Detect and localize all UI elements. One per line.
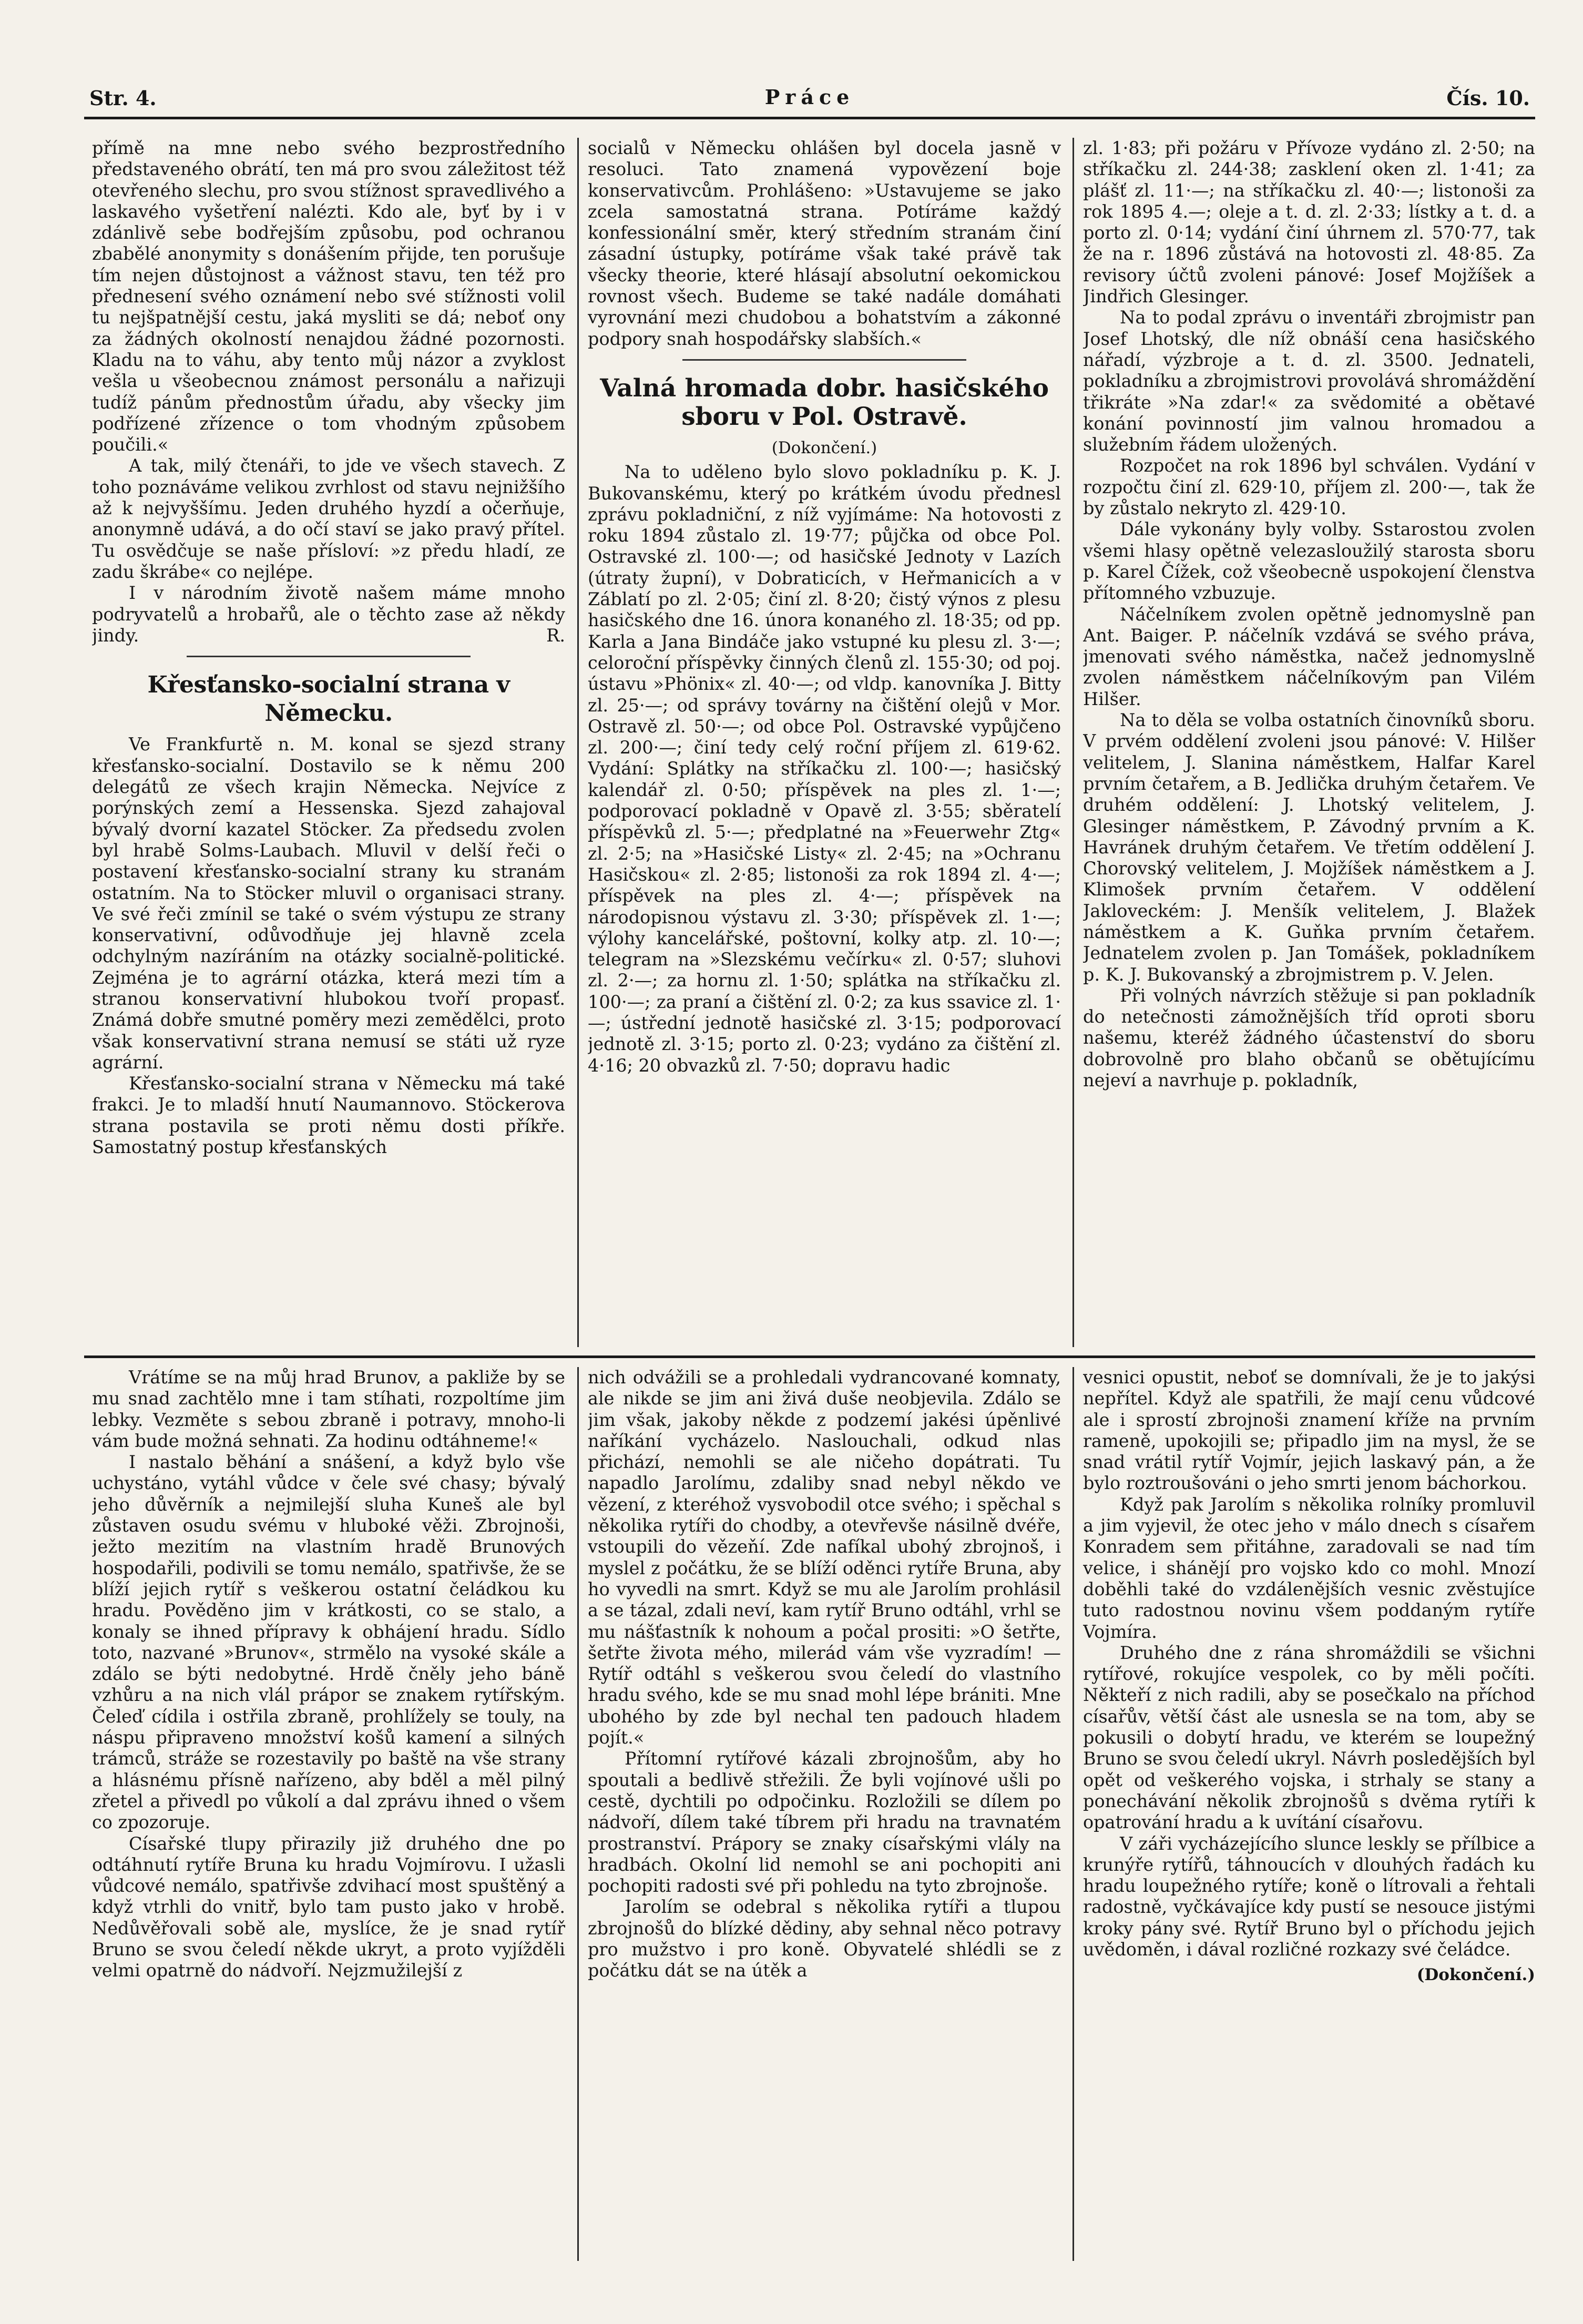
paragraph: Jarolím se odebral s několika rytíři a tlupou zbrojnošů do blízké dědiny, aby sehnal něco potravy pro mužstvo i pro koně. Obyvatelé shlédli se z počátku dát se na útěk a — [588, 1897, 1061, 1981]
paragraph: Dále vykonány byly volby. Sstarostou zvolen všemi hlasy opětně velezasloužilý starosta sboru p. Karel Čížek, což všeobecně uspokojení členstva přítomného vzbuzuje. — [1083, 519, 1535, 604]
column-2-top — [588, 138, 1061, 1347]
paragraph: Druhého dne z rána shromáždili se všichni rytířové, rokujíce vespolek, co by měli počíti. Někteří z nich radili, aby se posečkalo na příchod císařův, větší část ale usnesla se na tom, aby se pokusili o dobytí hradu, ve kterém se loupežný Bruno se svou čeledí ukryl. Návrh posledějších byl opět od veškerého vojska, i strhaly se stany a ponechávání několik zbrojnošů s dvěma rytíři k opatrování hradu a k uvítání císařovu. — [1083, 1642, 1535, 1833]
signature: R. — [546, 625, 565, 646]
paragraph: I nastalo běhání a snášení, a když bylo vše uchystáno, vytáhl vůdce v čele své chasy; bývalý jeho důvěrník a nejmilejší sluha Kuneš ale byl zůstaven osudu svému v hluboké věži. Zbrojnoši, ježto mezitím na vlastním hradě Brunových hospodařili, podivili se tomu nemálo, spatřivše, že se blíží jejich rytíř s veškerou ostatní čeládkou ku hradu. Pověděno jim v krátkosti, co se stalo, a konaly se ihned přípravy k obhájení hradu. Sídlo toto, nazvané »Brunov«, strmělo na vysoké skále a zdálo se býti nedobytné. Hrdě čněly jeho báně vzhůru a na nich vlál prápor se znakem rytířským. Čeleď cídila i ostřila zbraně, prohlížely se touly, na náspu připraveno množství košů kamení a silných trámců, stráže se rozestavily po baště na vše strany a hlásnému přísně nařízeno, aby bděl a měl pilný zřetel a přivedl po vůkolí a dal zprávu ihned o všem co zpozoruje. — [92, 1452, 565, 1833]
paragraph: Ve Frankfurtě n. M. konal se sjezd strany křesťansko-socialní. Dostavilo se k němu 200 delegátů ze všech krajin Německa. Nejvíce z porýnských zemí a Hessenska. Sjezd zahajoval bývalý dvorní kazatel Stöcker. Za předsedu zvolen byl hrabě Solms-Laubach. Mluvil v delší řeči o postavení křesťansko-socialní strany ku stranám ostatním. Na to Stöcker mluvil o organisaci strany. Ve své řeči zmínil se také o svém výstupu ze strany konservativní, odůvodňuje jej hlavně zcela odchylným nazíráním na otázky socialně-politické. Zejména je to agrární otázka, která mezi tím a stranou konservativní hlubokou tvoří propasť. Známá dobře smutné poměry mezi zemědělci, proto však konservativní strana nemusí se státi už ryze agrární. — [92, 734, 565, 1073]
section-rule — [682, 359, 966, 361]
issue-number: Čís. 10. — [1446, 86, 1530, 110]
header-rule — [84, 117, 1535, 119]
column-divider — [577, 1367, 579, 2261]
continuation-note: (Dokončení.) — [1416, 1965, 1535, 1985]
column-divider — [577, 138, 579, 1347]
newspaper-title: Práce — [764, 85, 855, 109]
paragraph: Vrátíme se na můj hrad Brunov, a pakliže by se mu snad zachtělo mne i tam stíhati, rozpoltíme jim lebky. Vezměte s sebou zbraně i potravy, mnoho-li vám bude možná sehnati. Za hodinu odtáhneme!« — [92, 1367, 565, 1451]
paragraph: vesnici opustit, neboť se domnívali, že je to jakýsi nepřítel. Když ale spatřili, že mají cenu vůdcové ale i sprostí zbrojnoši znamení kříže na prvním rameně, upokojili se; připadlo jim na mysl, že se snad vrátil rytíř Vojmír, jejich laskavý pán, a že bylo roztroušováni o jeho smrti jenom báchorkou. — [1083, 1367, 1535, 1494]
column-divider — [1073, 138, 1074, 1347]
paragraph: zl. 1·83; při požáru v Přívoze vydáno zl. 2·50; na stříkačku zl. 244·38; zasklení oken zl. 1·41; za plášť zl. 11·—; na stříkačku zl. 40·—; listonoši za rok 1895 4.—; oleje a t. d. zl. 2·33; lístky a t. d. a porto zl. 0·14; vydání činí úhrnem zl. 570·77, tak že na r. 1896 zůstává na hotovosti zl. 48·85. Za revisory účtů zvoleni pánové: Josef Mojžíšek a Jindřich Glesinger. — [1083, 138, 1535, 307]
column-2-bottom — [588, 1367, 1061, 2261]
article-heading: Křesťansko-socialní strana v Německu. — [147, 671, 510, 727]
paragraph: přímě na mne nebo svého bezprostředního představeného obrátí, ten má pro svou záležitost též otevřeného slechu, pro svou stížnost spravedlivého a laskavého vyšetření nalézti. Kdo ale, byť by i v zdánlivě sebe bodřejším způsobu, pod ochranou zbabělé anonymity s donášením přijde, ten porušuje tím nejen důstojnost a vážnost stavu, ten též pro přednesení svého oznámení nebo své stížnosti volil tu nejšpatnější cestu, jaká mysliti se dá; neboť ony za žádných okolností nenajdou žádné pozornosti. Kladu na to váhu, aby tento můj názor a zvyklost vešla u všeobecnou známost personálu a nařizuji tudíž pánům přednostům úřadu, aby všecky jim podřízené zřízence o tom vhodným způsobem poučili.« — [92, 138, 565, 455]
page-number: Str. 4. — [89, 86, 157, 110]
paragraph: V záři vycházejícího slunce leskly se přílbice a krunýře rytířů, táhnoucích v dlouhých řadách ku hradu loupežného rytíře; koně o lítrovali a řehtali radostně, vyčkávajíce kdy pustí se nesouce jistými kroky pány své. Rytíř Bruno byl o příchodu jejich uvědoměn, i dával rozličné rozkazy své čeládce. — [1083, 1833, 1535, 1960]
column-divider — [1073, 1367, 1074, 2261]
column-3-bottom — [1083, 1367, 1535, 2261]
paragraph: Křesťansko-socialní strana v Německu má také frakci. Je to mladší hnutí Naumannovo. Stöckerova strana postavila se proti němu dosti příkře. Samostatný postup křesťanských — [92, 1073, 565, 1158]
paragraph: I v národním životě našem máme mnoho podryvatelů a hrobařů, ale o těchto zase až někdy jindy. — [92, 583, 565, 646]
paragraph: socialů v Německu ohlášen byl docela jasně v resoluci. Tato znamená vypovězení boje konservativcům. Prohlášeno: »Ustavujeme se jako zcela samostatná strana. Potíráme každý konfessionální směr, který středním stranám činí zásadní ústupky, potíráme však také právě tak všecky theorie, které hlásají absolutní oekomickou rovnost všech. Budeme se také nadále domáhati vyrovnání mezi chudobou a bohatstvím a zákonné podpory snah hospodářsky slabších.« — [588, 138, 1061, 349]
paragraph: Na to podal zprávu o inventáři zbrojmistr pan Josef Lhotský, dle níž obnáší cena hasičského nářadí, výzbroje a t. d. zl. 3500. Jednateli, pokladníku a zbrojmistrovi provolává shromáždění třikráte »Na zdar!« za svědomité a obětavé konání povinností jim valnou hromadou a služebním řádem uložených. — [1083, 307, 1535, 455]
section-rule — [187, 656, 471, 657]
feuilleton-rule — [84, 1355, 1535, 1358]
paragraph: Při volných návrzích stěžuje si pan pokladník do netečnosti zámožnějších tříd oproti sboru našemu, kteréž žádného účastenství do sboru dobrovolně pro blaho občanů se obětujícímu nejeví a navrhuje p. pokladník, — [1083, 985, 1535, 1091]
subheading: (Dokončení.) — [771, 438, 877, 457]
paragraph: Když pak Jarolím s několika rolníky promluvil a jim vyjevil, že otec jeho v málo dnech s císařem Konradem sem přitáhne, zaradovali se nad tím velice, i shánějí pro vojsko kdo co mohl. Mnozí doběhli také do vzdálenějších vesnic zvěstujíce tuto radostnou novinu všem poddaným rytíře Vojmíra. — [1083, 1494, 1535, 1642]
paragraph: Náčelníkem zvolen opětně jednomyslně pan Ant. Baiger. P. náčelník vzdává se svého práva, jmenovati svého náměstka, načež jednomyslně zvolen náměstkem náčelníkovým pan Vilém Hilšer. — [1083, 604, 1535, 709]
paragraph: A tak, milý čtenáři, to jde ve všech stavech. Z toho poznáváme velikou zvrhlost od stavu nejnižšího až k nejvyššímu. Jeden druhého hyzdí a očerňuje, anonymně udává, a do očí staví se jako pravý přítel. Tu osvědčuje se naše přísloví: »z předu hladí, ze zadu škrábe« co nejlépe. — [92, 455, 565, 582]
paragraph: Císařské tlupy přirazily již druhého dne po odtáhnutí rytíře Bruna ku hradu Vojmírovu. I užasli vůdcové nemálo, spatřivše zdvihací most spuštěný a když vtrhli do vnitř, bylo tam pusto jako v hrobě. Nedůvěřovali sobě ale, myslíce, že je snad rytíř Bruno se svou čeledí někde ukryt, a proto vyjížděli velmi opatrně do nádvoří. Nejzmužilejší z — [92, 1833, 565, 1981]
column-1-bottom — [92, 1367, 565, 2261]
paragraph: Na to uděleno bylo slovo pokladníku p. K. J. Bukovanskému, který po krátkém úvodu přednesl zprávu pokladniční, z níž vyjímáme: Na hotovosti z roku 1894 zůstalo zl. 19·77; půjčka od obce Pol. Ostravské zl. 100·—; od hasičské Jednoty v Lazích (útraty župní), v Dobraticích, v Heřmanicích a v Záblatí po zl. 2·05; činí zl. 8·20; čistý výnos z plesu hasičského dne 16. února konaného zl. 18·35; od pp. Karla a Jana Bindáče jako vstupné ku plesu zl. 3·—; celoroční příspěvky činných členů zl. 155·30; od poj. ústavu »Phönix« zl. 40·—; od vldp. kanovníka J. Bitty zl. 25·—; od správy továrny na čištění olejů v Mor. Ostravě zl. 50·—; od obce Pol. Ostravské vypůjčeno zl. 200·—; činí tedy celý roční příjem zl. 619·62. Vydání: Splátky na stříkačku zl. 100·—; hasičský kalendář zl. 0·50; příspěvek na ples zl. 1·—; podporovací pokladně v Opavě zl. 3·55; sběratelí příspěvků zl. 5·—; předplatné na »Feuerwehr Ztg« zl. 2·5; na »Hasičské Listy« zl. 2·45; na »Ochranu Hasičskou« zl. 2·85; listonoši za rok 1894 zl. 4·—; příspěvek na ples zl. 4·—; příspěvek na národopisnou výstavu zl. 3·30; příspěvek zl. 1·—; výlohy kancelářské, poštovní, kolky atp. zl. 10·—; telegram na »Slezskému večírku« zl. 0·57; sluhovi zl. 2·—; za hornu zl. 1·50; splátka na stříkačku zl. 100·—; za praní a čištění zl. 0·2; za kus ssavice zl. 1·—; ústřední jednotě hasičské zl. 3·15; podporovací jednotě zl. 3·15; porto zl. 0·23; vydáno za čištění zl. 4·16; 20 obvazků zl. 7·50; dopravu hadic — [588, 462, 1061, 1076]
paragraph: Přítomní rytířové kázali zbrojnošům, aby ho spoutali a bedlivě střežili. Že byli vojínové ušli po cestě, dychtili po odpočinku. Rozložili se dílem po nádvoří, dílem také tíbrem při hradu na travnatém prostranství. Prápory se znaky císařskými vlály na hradbách. Okolní lid nemohl se ani pochopiti ani pochopiti radosti své při pohledu na tyto zbrojnoše. — [588, 1748, 1061, 1897]
column-1-top — [92, 138, 565, 1347]
paragraph: Rozpočet na rok 1896 byl schválen. Vydání v rozpočtu činí zl. 629·10, příjem zl. 200·—, tak že by zůstalo nekryto zl. 429·10. — [1083, 455, 1535, 519]
paragraph: Na to děla se volba ostatních činovníků sboru. V prvém oddělení zvoleni jsou pánové: V. Hilšer velitelem, J. Slanina náměstkem, Halfar Karel prvním četařem, a B. Jedlička druhým četařem. Ve druhém oddělení: J. Lhotský velitelem, J. Glesinger náměstkem, P. Závodný prvním a K. Havránek druhým četařem. Ve třetím oddělení J. Chorovský velitelem, J. Mojžíšek náměstkem a J. Klimošek prvním četařem. V oddělení Jakloveckém: J. Menšík velitelem, J. Blažek náměstkem a K. Guňka prvním četařem. Jednatelem zvolen p. Jan Tomášek, pokladníkem p. K. J. Bukovanský a zbrojmistrem p. V. Jelen. — [1083, 710, 1535, 985]
column-3-top — [1083, 138, 1535, 1347]
paragraph: nich odvážili se a prohledali vydrancované komnaty, ale nikde se jim ani živá duše neobjevila. Zdálo se jim však, jakoby někde z podzemí jakési úpěnlivé naříkání vycházelo. Naslouchali, odkud nlas přichází, nemohli se ale ničeho dopátrati. Tu napadlo Jarolímu, zdaliby snad nebyl někdo ve vězení, z kteréhož vysvobodil otce svého; i spěchal s několika rytíři do chodby, a otevřevše násilně dvéře, vstoupili do vězeňí. Zde nafíkal ubohý zbrojnoš, i myslel z počátku, že se blíží oděnci rytíře Bruna, aby ho vyvedli na smrt. Když se mu ale Jarolím prohlásil a se tázal, zdali neví, kam rytíř Bruno odtáhl, vrhl se mu nášťastník k nohoum a počal prositi: »O šetřte, šetřte života mého, milerád vám vše vyzradím! — Rytíř odtáhl s veškerou svou čeledí do vlastního hradu svého, kde se mu snad mohl lépe brániti. Mne ubohého by zde byl nechal ten padouch hladem pojít.« — [588, 1367, 1061, 1748]
article-heading: Valná hromada dobr. hasičského sboru v Pol. Ostravě. — [600, 373, 1049, 431]
page-header — [84, 79, 1535, 116]
